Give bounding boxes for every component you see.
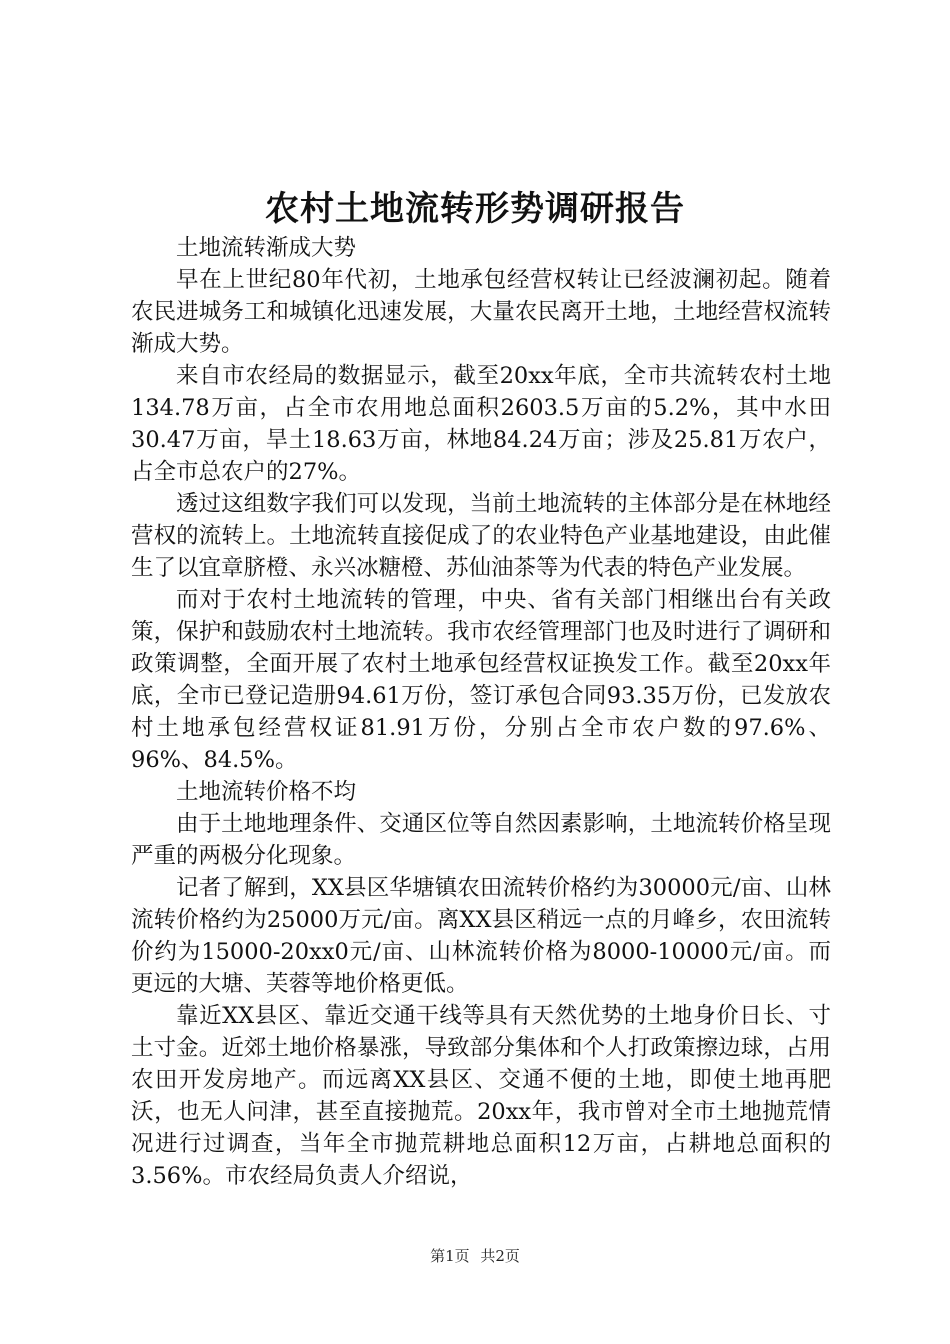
paragraph: 由于土地地理条件、交通区位等自然因素影响，土地流转价格呈现严重的两极分化现象。	[131, 811, 831, 869]
paragraph: 早在上世纪80年代初，土地承包经营权转让已经波澜初起。随着农民进城务工和城镇化迅速发展，大量农民离开土地，土地经营权流转渐成大势。	[131, 267, 831, 357]
page-number: 第1页	[430, 1247, 470, 1265]
page-footer	[0, 1246, 950, 1266]
section-heading: 土地流转价格不均	[176, 779, 357, 805]
paragraph: 记者了解到，XX县区华塘镇农田流转价格约为30000元/亩、山林流转价格约为25000万元/亩。离XX县区稍远一点的月峰乡，农田流转价约为15000-20xx0元/亩、山林流转价格为8000-10000元/亩。而更远的大塘、芙蓉等地价格更低。	[131, 875, 831, 997]
paragraph: 靠近XX县区、靠近交通干线等具有天然优势的土地身价日长、寸土寸金。近郊土地价格暴涨，导致部分集体和个人打政策擦边球，占用农田开发房地产。而远离XX县区、交通不便的土地，即使土地再肥沃，也无人问津，甚至直接抛荒。20xx年，我市曾对全市土地抛荒情况进行过调查，当年全市抛荒耕地总面积12万亩，占耕地总面积的3.56%。市农经局负责人介绍说，	[131, 1003, 831, 1189]
document-body	[131, 232, 831, 1192]
document-title: 农村土地流转形势调研报告	[265, 189, 685, 229]
paragraph: 来自市农经局的数据显示，截至20xx年底，全市共流转农村土地134.78万亩，占全市农用地总面积2603.5万亩的5.2%，其中水田30.47万亩，旱土18.63万亩，林地84.24万亩；涉及25.81万农户，占全市总农户的27%。	[131, 363, 831, 485]
paragraph: 而对于农村土地流转的管理，中央、省有关部门相继出台有关政策，保护和鼓励农村土地流转。我市农经管理部门也及时进行了调研和政策调整，全面开展了农村土地承包经营权证换发工作。截至20xx年底，全市已登记造册94.61万份，签订承包合同93.35万份，已发放农村土地承包经营权证81.91万份，分别占全市农户数的97.6%、96%、84.5%。	[131, 587, 831, 773]
paragraph: 透过这组数字我们可以发现，当前土地流转的主体部分是在林地经营权的流转上。土地流转直接促成了的农业特色产业基地建设，由此催生了以宜章脐橙、永兴冰糖橙、苏仙油茶等为代表的特色产业发展。	[131, 491, 831, 581]
page-total: 共2页	[480, 1247, 520, 1265]
section-heading: 土地流转渐成大势	[176, 235, 357, 261]
